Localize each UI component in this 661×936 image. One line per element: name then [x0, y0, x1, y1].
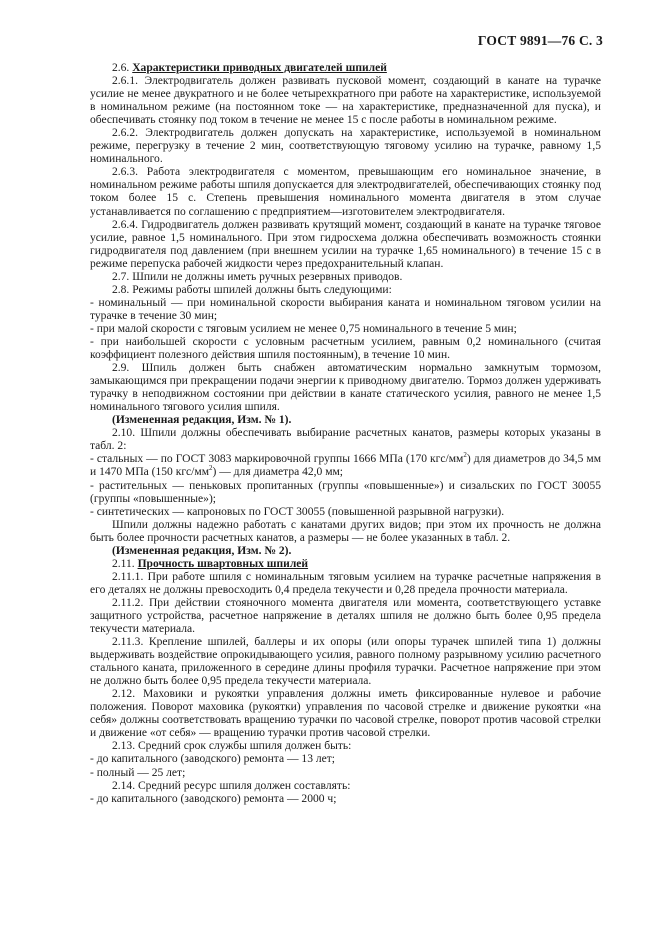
- paragraph: - при малой скорости с тяговым усилием не менее 0,75 номинального в течение 5 мин;: [90, 322, 517, 335]
- document-body: [90, 62, 601, 806]
- paragraph: 2.10. Шпили должны обеспечивать выбирание расчетных канатов, размеры которых указаны в табл. 2:: [90, 427, 601, 453]
- paragraph: - номинальный — при номинальной скорости выбирания каната и номинальном тяговом усилии на турачке в течение 30 мин;: [90, 296, 601, 322]
- paragraph: - стальных — по ГОСТ 3083 маркировочной группы 1666 МПа (170 кгс/$мм^2$) для диаметров до 34,5 мм и 1470 МПа (150 кгс/$мм^2$) — для диаметра 42,0 мм;: [90, 451, 602, 479]
- page-header: ГОСТ 9891—76 С. 3: [477, 33, 603, 48]
- paragraph: (Измененная редакция, Изм. № 1).: [112, 414, 292, 427]
- paragraph: 2.6.3. Работа электродвигателя с моментом, превышающим его номинальное значение, в номинальном режиме работы шпиля допускается для электродвигателей, обеспечивающих стоянку под током более 15 с. Степень превышения номинального момента двигателя в этом случае устанавливается по соглашению с предприятием—изготовителем электродвигателя.: [90, 166, 601, 218]
- paragraph: 2.11.1. При работе шпиля с номинальным тяговым усилием на турачке расчетные напряжения в его деталях не должны превосходить 0,4 предела текучести и 0,28 предела прочности материала.: [90, 570, 601, 596]
- paragraph: 2.7. Шпили не должны иметь ручных резервных приводов.: [112, 270, 403, 283]
- paragraph: 2.13. Средний срок службы шпиля должен быть:: [112, 740, 352, 753]
- paragraph: 2.6. Характеристики приводных двигателей шпилей: [112, 62, 387, 74]
- paragraph: - полный — 25 лет;: [90, 766, 186, 779]
- paragraph: 2.9. Шпиль должен быть снабжен автоматическим нормально замкнутым тормозом, замыкающимся при прекращении подачи энергии к приводному двигателю. Тормоз должен удерживать турачку в неподвижном состоянии при действии в канате статического усилия, равного не менее 1,5 номинального тягового усилия шпиля.: [90, 362, 601, 414]
- paragraph: 2.14. Средний ресурс шпиля должен составлять:: [112, 779, 351, 792]
- paragraph: 2.11.2. При действии стояночного момента двигателя или момента, соответствующего уставке защитного устройства, расчетное напряжение в деталях шпиля не должно быть более 0,95 предела текучести материала.: [90, 596, 601, 636]
- paragraph: 2.6.4. Гидродвигатель должен развивать крутящий момент, создающий в канате на турачке тяговое усилие, равное 1,5 номинального. При этом гидросхема должна обеспечивать возможность стоянки гидродвигателя под давлением (при внешнем усилии на турачке 1,65 номинального) в течение 15 с в режиме перепуска рабочей жидкости через предохранительный клапан.: [90, 218, 601, 270]
- paragraph: 2.12. Маховики и рукоятки управления должны иметь фиксированные нулевое и рабочие положения. Поворот маховика (рукоятки) управления по часовой стрелке и движение рукоятки «на себя» должны соответствовать вращению турачки по часовой стрелке, поворот против часовой стрелки и движение «от себя» — вращению турачки против часовой стрелки.: [90, 688, 601, 740]
- paragraph: - при наибольшей скорости с условным расчетным усилием, равным 0,2 номинального (считая коэффициент полезного действия шпиля постоянным), в течение 10 мин.: [90, 335, 601, 362]
- paragraph: 2.11. Прочность швартовных шпилей: [112, 557, 309, 570]
- paragraph: - до капитального (заводского) ремонта — 2000 ч;: [90, 792, 337, 805]
- paragraph: 2.6.1. Электродвигатель должен развивать пусковой момент, создающий в канате на турачке усилие не менее двукратного и не более четырехкратного при работе на характеристике, используемой в номинальном режиме (на постоянном токе — на характеристике, предназначенной для пуска), и обеспечивать стоянку под током в течение не менее 15 с после работы в номинальном режиме.: [90, 75, 601, 127]
- paragraph: 2.6.2. Электродвигатель должен допускать на характеристике, используемой в номинальном режиме, перегрузку в течение 2 мин, соответствующую тяговому усилию на турачке, равному 1,5 номинального.: [90, 127, 601, 166]
- paragraph: (Измененная редакция, Изм. № 2).: [112, 544, 292, 557]
- paragraph: 2.8. Режимы работы шпилей должны быть следующими:: [112, 283, 392, 296]
- paragraph: - синтетических — капроновых по ГОСТ 30055 (повышенной разрывной нагрузки).: [90, 505, 505, 518]
- paragraph: 2.11.3. Крепление шпилей, баллеры и их опоры (или опоры турачек шпилей типа 1) должны выдерживать воздействие опрокидывающего усилия, равного полному разрывному усилию расчетного стального каната, приложенного в середине длины профиля турачки. Расчетное напряжение при этом не должно быть более 0,95 предела текучести материала.: [90, 636, 601, 688]
- paragraph: - до капитального (заводского) ремонта — 13 лет;: [90, 753, 335, 766]
- paragraph: - растительных — пеньковых пропитанных (группы «повышенные») и сизальских по ГОСТ 30055 (группы «повышенные»);: [90, 479, 601, 505]
- paragraph: Шпили должны надежно работать с канатами других видов; при этом их прочность не должна быть более прочности расчетных канатов, а размеры — не более указанных в табл. 2.: [90, 518, 601, 544]
